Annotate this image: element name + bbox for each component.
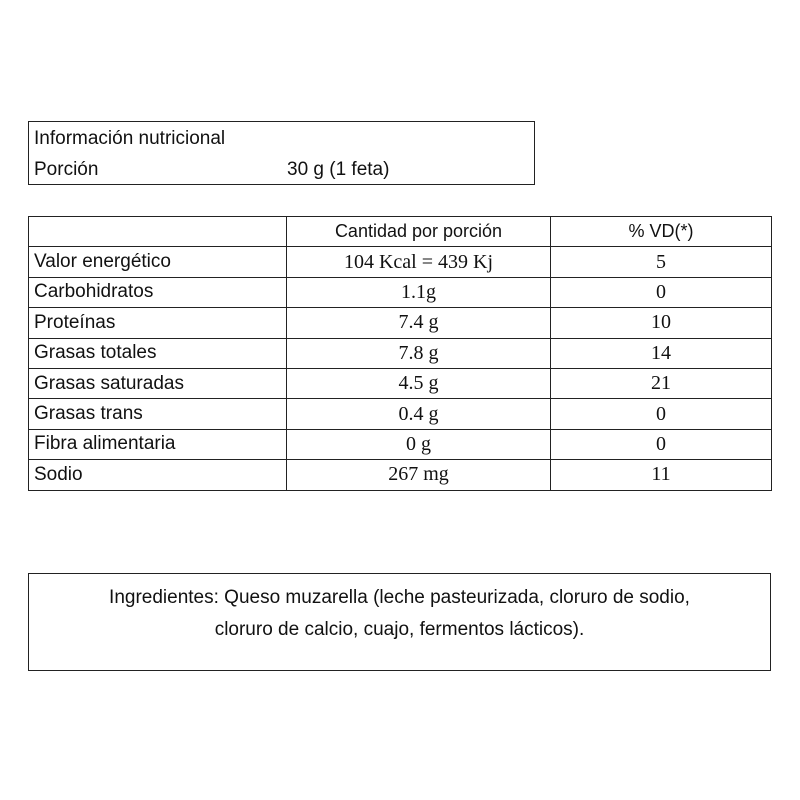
- table-row: [29, 277, 772, 307]
- header-vd: % VD(*): [551, 217, 772, 247]
- nutrient-amount: 7.4 g: [287, 308, 551, 338]
- header-amount: Cantidad por porción: [287, 217, 551, 247]
- ingredients-text: [29, 582, 770, 646]
- nutrient-name: Grasas totales: [29, 338, 287, 368]
- table-row: [29, 429, 772, 459]
- nutrient-amount: 1.1g: [287, 277, 551, 307]
- nutrient-name: Carbohidratos: [29, 277, 287, 307]
- nutrient-vd: 0: [551, 277, 772, 307]
- nutrient-name: Fibra alimentaria: [29, 429, 287, 459]
- nutrient-vd: 0: [551, 399, 772, 429]
- nutrient-vd: 21: [551, 368, 772, 398]
- table-row: [29, 338, 772, 368]
- table-row: [29, 247, 772, 277]
- nutrient-amount: 267 mg: [287, 460, 551, 490]
- nutrient-amount: 0.4 g: [287, 399, 551, 429]
- nutrient-name: Proteínas: [29, 308, 287, 338]
- nutrient-amount: 104 Kcal = 439 Kj: [287, 247, 551, 277]
- nutrient-name: Grasas saturadas: [29, 368, 287, 398]
- nutrition-table: [28, 216, 772, 491]
- table-row: [29, 399, 772, 429]
- nutrient-amount: 0 g: [287, 429, 551, 459]
- ingredients-line-1: Ingredientes: Queso muzarella (leche pasteurizada, cloruro de sodio,: [109, 587, 690, 608]
- nutrient-name: Sodio: [29, 460, 287, 490]
- ingredients-box: [28, 573, 771, 671]
- nutrient-vd: 0: [551, 429, 772, 459]
- portion-label: Porción: [34, 159, 99, 180]
- nutrient-amount: 4.5 g: [287, 368, 551, 398]
- nutrient-vd: 11: [551, 460, 772, 490]
- header-nutrient: [29, 217, 287, 247]
- nutrient-vd: 14: [551, 338, 772, 368]
- nutrition-title: Información nutricional: [34, 128, 226, 149]
- table-row: [29, 460, 772, 490]
- nutrient-name: Valor energético: [29, 247, 287, 277]
- nutrient-name: Grasas trans: [29, 399, 287, 429]
- table-row: [29, 308, 772, 338]
- table-header-row: [29, 217, 772, 247]
- nutrient-vd: 10: [551, 308, 772, 338]
- nutrition-header-box: [28, 121, 535, 185]
- table-row: [29, 368, 772, 398]
- nutrient-amount: 7.8 g: [287, 338, 551, 368]
- nutrient-vd: 5: [551, 247, 772, 277]
- ingredients-line-2: cloruro de calcio, cuajo, fermentos lácticos).: [214, 619, 585, 640]
- portion-value: 30 g (1 feta): [287, 159, 390, 180]
